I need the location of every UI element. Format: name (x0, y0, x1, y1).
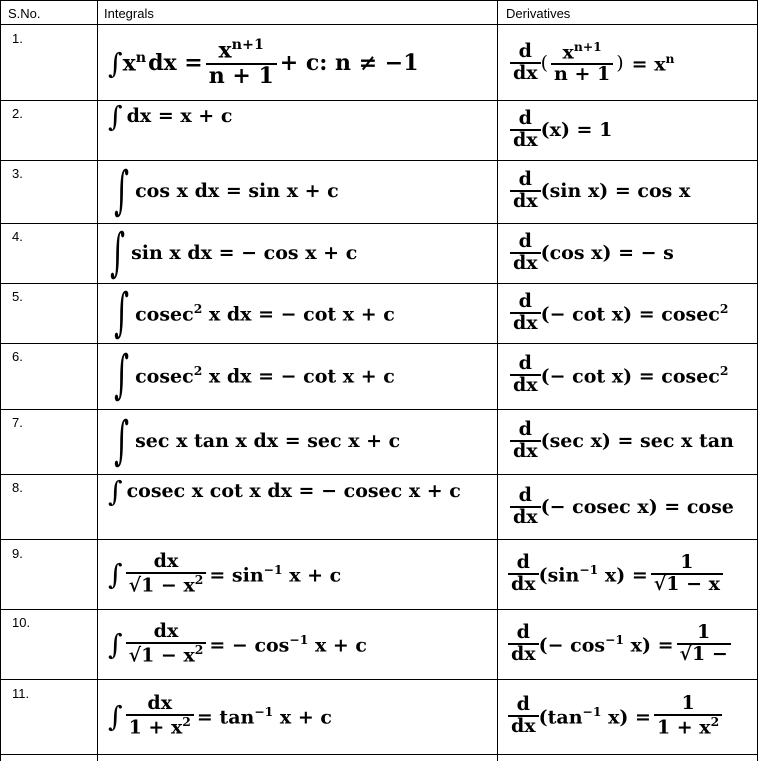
integral-formula-8: ∫ cosec x cot x dx = − cosec x + c (108, 474, 461, 508)
integral-formula-7: ∫ sec x tan x dx = sec x + c (114, 411, 401, 471)
derivative-formula-11: $\frac{d}{dx}$ ($\tan^{-1}$ x) = $\frac{1}{1 + x^2}$ (508, 681, 756, 751)
d-dx: $\frac{d}{dx}$ (508, 623, 539, 665)
row-number: 2. (12, 106, 23, 121)
table-border (0, 754, 758, 755)
d-dx: $\frac{d}{dx}$ (510, 42, 541, 84)
integral-formula-10: ∫ $\frac{dx}{√1 - x^2}$ = − $\cos^{-1} x + c$ (108, 619, 367, 667)
integral-sign: ∫ (108, 699, 123, 733)
table-border (0, 539, 758, 540)
d-dx: $\frac{d}{dx}$ (510, 486, 541, 528)
derivative-formula-6: $\frac{d}{dx}$ (− cot x) = cosec$^2$ (510, 344, 728, 406)
integral-sign: ∫ (114, 345, 129, 405)
derivative-formula-9: $\frac{d}{dx}$ ($\sin^{-1}$ x) = $\frac{1}{√1 - x}$ (508, 541, 756, 607)
table-border (97, 0, 98, 761)
d-dx: $\frac{d}{dx}$ (510, 292, 541, 334)
table-border (757, 0, 758, 761)
table-border (0, 679, 758, 680)
fraction: $\frac{1}{√1 -}$ (677, 623, 731, 665)
integral-sign: ∫ (108, 99, 123, 133)
integrand: $x^n$ (122, 49, 147, 77)
row-number: 10. (12, 615, 31, 630)
d-dx: $\frac{d}{dx}$ (510, 170, 541, 212)
row-number: 11. (12, 686, 30, 701)
row-number: 9. (12, 546, 23, 561)
integral-suffix: + c: n ≠ −1 (279, 50, 419, 76)
d-dx: $\frac{d}{dx}$ (508, 553, 539, 595)
derivative-formula-4: $\frac{d}{dx}$ (cos x) = − s (510, 224, 674, 282)
row-number: 7. (12, 415, 23, 430)
derivative-formula-3: $\frac{d}{dx}$ (sin x) = cos x (510, 162, 690, 220)
d-dx: $\frac{d}{dx}$ (510, 354, 541, 396)
integral-formula-5: ∫ cosec$^2$ x dx = − cot x + c (114, 283, 395, 343)
integral-sign: ∫ (108, 627, 123, 661)
row-number: 4. (12, 229, 23, 244)
derivative-formula-8: $\frac{d}{dx}$ (− cosec x) = cose (510, 476, 734, 538)
derivative-formula-5: $\frac{d}{dx}$ (− cot x) = cosec$^2$ (510, 284, 728, 342)
table-border (0, 0, 758, 1)
fraction: $\frac{x^{n+1}}{n + 1}$ (206, 38, 277, 88)
row-number: 3. (12, 166, 23, 181)
integral-formula-2: ∫ dx = x + c (108, 99, 233, 133)
integral-formula-9: ∫ $\frac{dx}{√1 - x^2}$ = $\sin^{-1} x + c$ (108, 549, 342, 597)
table-border (0, 0, 1, 761)
table-border (497, 0, 498, 761)
derivative-formula-1: $\frac{d}{dx}$ ( $\frac{x^{n+1}}{n + 1}$ ) = $x^n$ (510, 28, 675, 98)
fraction: $\frac{dx}{√1 - x^2}$ (126, 552, 207, 596)
integral-formula-4: ∫ sin x dx = − cos x + c (110, 223, 358, 283)
integral-sign: ∫ (114, 283, 129, 343)
fraction: $\frac{1}{1 + x^2}$ (654, 694, 722, 738)
row-number: 1. (12, 31, 23, 46)
d-dx: $\frac{d}{dx}$ (510, 420, 541, 462)
integral-sign: ∫ (108, 474, 123, 508)
integral-sign: ∫ (108, 46, 123, 80)
derivative-formula-10: $\frac{d}{dx}$ (− $\cos^{-1} x$) = $\frac{1}{√1 -}$ (508, 611, 756, 677)
row-number: 6. (12, 349, 23, 364)
integral-formula-3: ∫ cos x dx = sin x + c (114, 161, 339, 221)
fraction: $\frac{dx}{1 + x^2}$ (126, 694, 194, 738)
integral-formula-6: ∫ cosec$^2$ x dx = − cot x + c (114, 345, 395, 405)
integral-formula-11: ∫ $\frac{dx}{1 + x^2}$ = $\tan^{-1} x + c$ (108, 691, 332, 739)
table-border (0, 609, 758, 610)
header-sno: S.No. (8, 6, 41, 21)
row-number: 5. (12, 289, 23, 304)
fraction: $\frac{x^{n+1}}{n + 1}$ (551, 41, 613, 85)
d-dx: $\frac{d}{dx}$ (510, 232, 541, 274)
derivative-formula-2: $\frac{d}{dx}$ (x) = 1 (510, 102, 612, 158)
fraction: $\frac{dx}{√1 - x^2}$ (126, 622, 207, 666)
integral-sign: ∫ (108, 557, 123, 591)
header-derivatives: Derivatives (506, 6, 571, 21)
fraction: $\frac{1}{√1 - x}$ (651, 553, 723, 595)
d-dx: $\frac{d}{dx}$ (508, 695, 539, 737)
d-dx: $\frac{d}{dx}$ (510, 109, 541, 151)
table-border (0, 24, 758, 25)
header-integrals: Integrals (104, 6, 154, 21)
derivative-formula-7: $\frac{d}{dx}$ (sec x) = sec x tan (510, 410, 734, 472)
integral-dx: dx = (148, 50, 203, 76)
integral-sign: ∫ (114, 411, 129, 471)
row-number: 8. (12, 480, 23, 495)
integral-sign: ∫ (114, 161, 129, 221)
integral-sign: ∫ (110, 223, 125, 283)
integral-formula-1 (108, 28, 419, 98)
